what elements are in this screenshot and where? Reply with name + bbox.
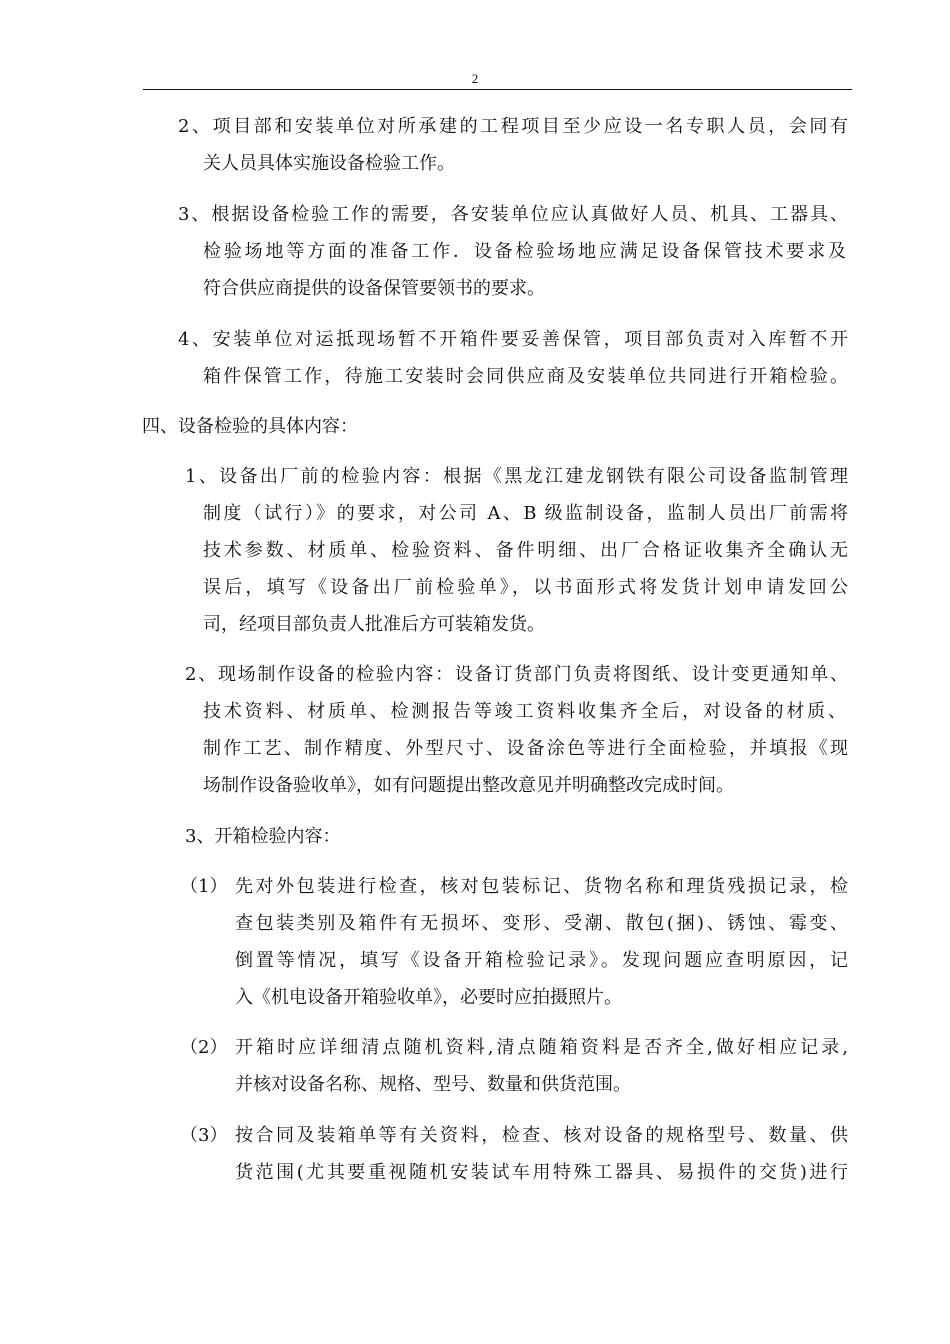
paragraph-line: 箱件保管工作，待施工安装时会同供应商及安装单位共同进行开箱检验。	[203, 366, 848, 387]
paragraph-line: 2、项目部和安装单位对所承建的工程项目至少应设一名专职人员，会同有	[178, 116, 848, 137]
paragraph-line: 先对外包装进行检查，核对包装标记、货物名称和理货残损记录，检	[235, 876, 848, 897]
list-number: （3）	[180, 1125, 228, 1146]
paragraph-line: 场制作设备验收单》，如有问题提出整改意见并明确整改完成时间。	[203, 775, 734, 796]
paragraph-line: 司，经项目部负责人批准后方可装箱发货。	[203, 614, 545, 635]
paragraph-line: 开箱时应详细清点随机资料,清点随箱资料是否齐全,做好相应记录,	[235, 1037, 848, 1058]
paragraph-line: 货范围(尤其要重视随机安装试车用特殊工器具、易损件的交货)进行	[235, 1162, 848, 1183]
paragraph-line: 关人员具体实施设备检验工作。	[203, 153, 455, 174]
paragraph-line: 误后，填写《设备出厂前检验单》，以书面形式将发货计划申请发回公	[203, 577, 848, 598]
section-heading: 四、设备检验的具体内容：	[142, 416, 358, 437]
paragraph-line: 入《机电设备开箱验收单》，必要时应拍摄照片。	[235, 987, 622, 1008]
list-number: （1）	[180, 876, 228, 897]
paragraph-line: 符合供应商提供的设备保管要领书的要求。	[203, 278, 545, 299]
paragraph-line: 按合同及装箱单等有关资料，检查、核对设备的规格型号、数量、供	[235, 1125, 848, 1146]
paragraph-line: 制度（试行）》的要求，对公司 A、B 级监制设备，监制人员出厂前需将	[203, 503, 848, 524]
page-number: 2	[471, 71, 479, 86]
paragraph-line: 3、根据设备检验工作的需要，各安装单位应认真做好人员、机具、工器具、	[178, 204, 848, 225]
paragraph-line: 制作工艺、制作精度、外型尺寸、设备涂色等进行全面检验，并填报《现	[203, 738, 848, 759]
paragraph-line: 4、安装单位对运抵现场暂不开箱件要妥善保管，项目部负责对入库暂不开	[178, 329, 848, 350]
subsection-heading: 3、开箱检验内容：	[185, 826, 341, 847]
paragraph-line: 技术资料、材质单、检测报告等竣工资料收集齐全后，对设备的材质、	[203, 701, 846, 722]
paragraph-line: 1、设备出厂前的检验内容：根据《黑龙江建龙钢铁有限公司设备监制管理	[185, 466, 848, 487]
list-number: （2）	[180, 1037, 228, 1058]
paragraph-line: 技术参数、材质单、检验资料、备件明细、出厂合格证收集齐全确认无	[203, 540, 848, 561]
paragraph-line: 查包装类别及箱件有无损坏、变形、受潮、散包(捆)、锈蚀、霉变、	[235, 913, 848, 934]
paragraph-line: 2、现场制作设备的检验内容：设备订货部门负责将图纸、设计变更通知单、	[185, 664, 848, 685]
paragraph-line: 并核对设备名称、规格、型号、数量和供货范围。	[235, 1074, 631, 1095]
header-rule	[143, 89, 852, 90]
paragraph-line: 倒置等情况，填写《设备开箱检验记录》。发现问题应查明原因，记	[235, 950, 848, 971]
paragraph-line: 检验场地等方面的准备工作．设备检验场地应满足设备保管技术要求及	[203, 241, 846, 262]
